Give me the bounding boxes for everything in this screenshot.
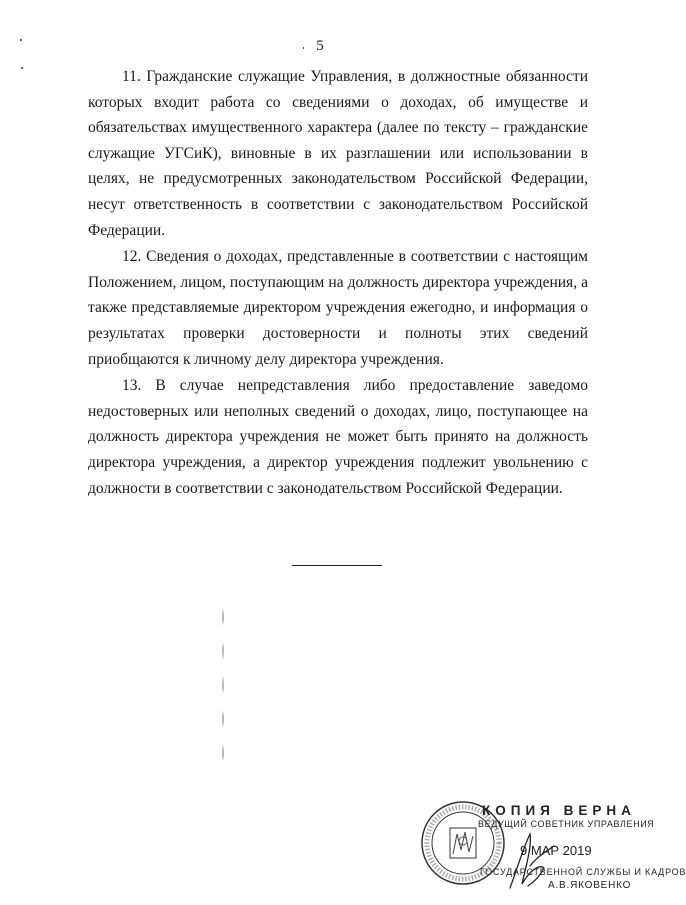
page-number: 5 — [316, 38, 324, 54]
stamp-title: КОПИЯ ВЕРНА — [482, 803, 636, 818]
stamp-position: ВЕДУЩИЙ СОВЕТНИК УПРАВЛЕНИЯ — [478, 819, 655, 829]
paragraph-13: 13. В случае непредставления либо предоставление заведомо недостоверных или неполных сведений о доходах, лицо, поступающее на должность директора учреждения не может быть принято на должность директора учреждения, а директор учреждения подлежит увольнению с должности в соответствии с законодательством Российской Федерации. — [88, 377, 588, 497]
stamp-department: ГОСУДАРСТВЕННОЙ СЛУЖБЫ И КАДРОВ — [480, 867, 686, 877]
stamp-name: А.В.ЯКОВЕНКО — [548, 880, 632, 891]
scan-dots — [221, 600, 225, 760]
stamp-date: 9 МАР 2019 — [520, 843, 592, 858]
scan-speck — [21, 67, 23, 69]
handwritten-signature-icon — [500, 826, 560, 896]
paragraph-11: 11. Гражданские служащие Управления, в должностные обязанности которых входит работа со сведениями о доходах, об имуществе и обязательствах имущественного характера (далее по тексту – гражданские служащие УГСиК), виновные в их разглашении или использовании в целях, не предусмотренных законодательством Российской Федерации, несут ответственность в соответствии с законодательством Российской Федерации. — [88, 68, 588, 239]
paragraph-12: 12. Сведения о доходах, представленные в соответствии с настоящим Положением, лицом, поступающим на должность директора учреждения, а также представляемые директором учреждения ежегодно, и информация о результатах проверки достоверности и полноты этих сведений приобщаются к личному делу директора учреждения. — [88, 248, 588, 368]
document-body — [88, 64, 588, 501]
certification-stamp — [420, 800, 686, 900]
end-rule — [292, 565, 382, 566]
